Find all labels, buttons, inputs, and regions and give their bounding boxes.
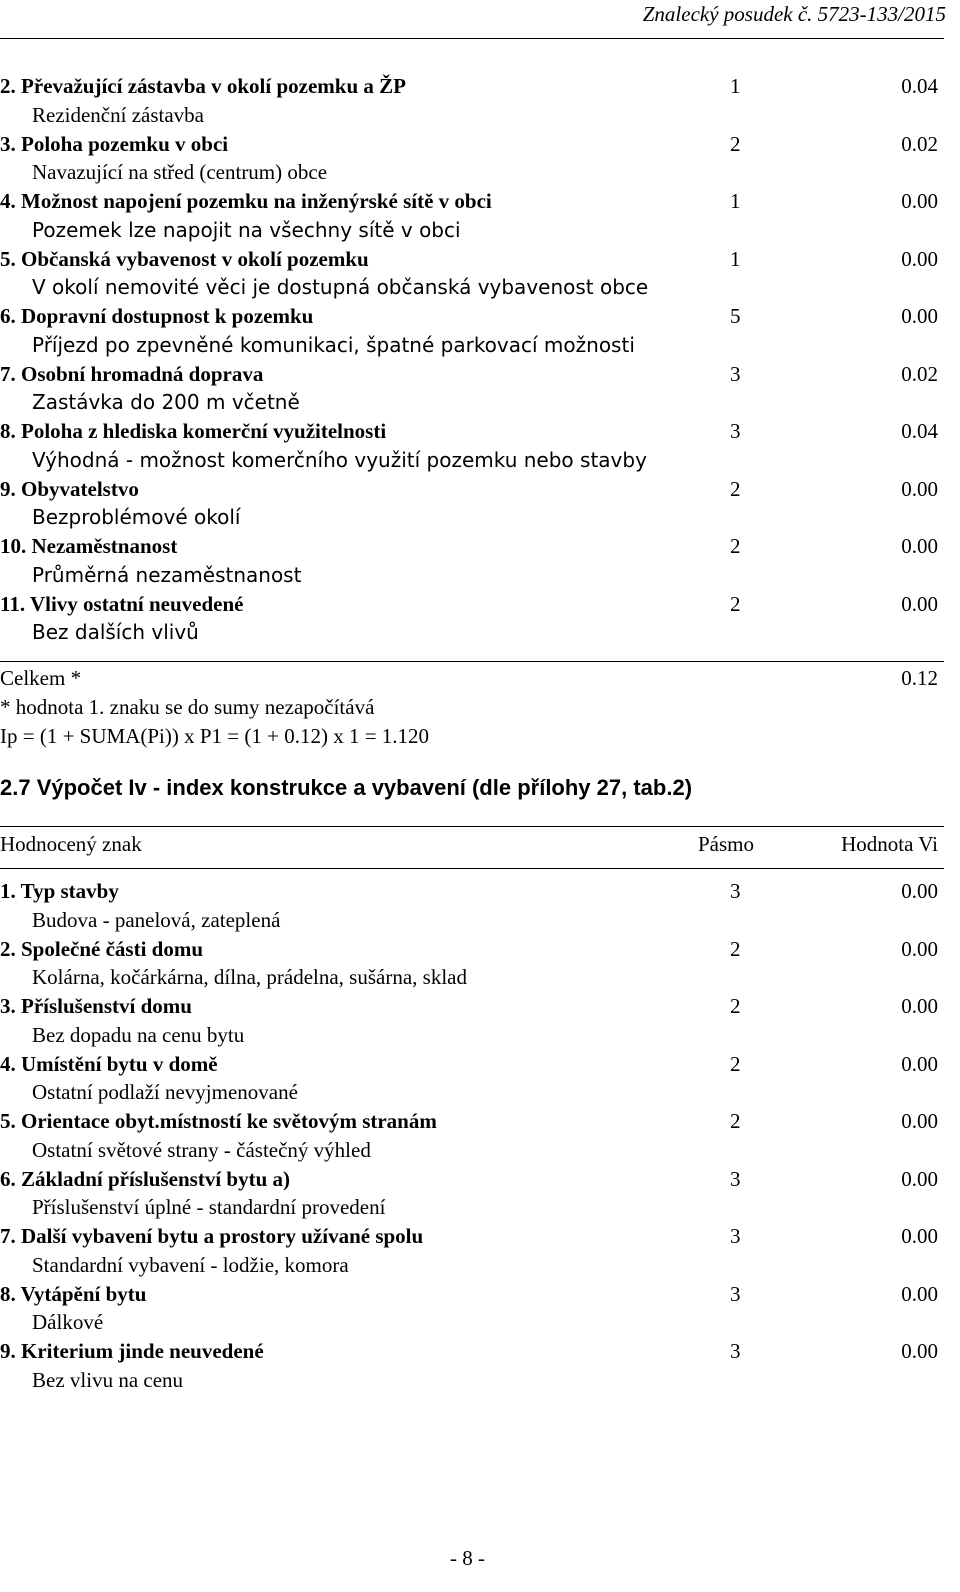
factor-value: 0.00 [901, 994, 938, 1018]
factor-value: 0.00 [901, 534, 938, 558]
factor-band: 3 [730, 1224, 741, 1248]
total-label: Celkem * [0, 666, 82, 690]
factor-row [0, 1165, 944, 1194]
factor-description: Bezproblémové okolí [32, 505, 241, 529]
factor-description-row [0, 331, 944, 360]
factor-label: 2. Společné části domu [0, 936, 204, 961]
factor-label: 3. Poloha pozemku v obci [0, 131, 229, 156]
factor-label: 2. Převažující zástavba v okolí pozemku a ŽP [0, 74, 406, 98]
factor-value: 0.00 [901, 304, 938, 328]
factor-row [0, 1107, 944, 1136]
factor-description: Bez dopadu na cenu bytu [32, 1022, 245, 1047]
factor-description: Zastávka do 200 m včetně [32, 390, 300, 414]
factor-value: 0.00 [901, 1166, 938, 1191]
factor-row [0, 130, 944, 159]
factor-band: 1 [730, 189, 741, 213]
factor-label: 8. Vytápění bytu [0, 1281, 147, 1306]
factor-label: 8. Poloha z hlediska komerční využitelnosti [0, 419, 387, 443]
total-value: 0.12 [901, 666, 938, 690]
factor-band: 3 [730, 879, 741, 903]
factor-label: 7. Osobní hromadná doprava [0, 361, 264, 386]
factor-description-row [0, 1193, 944, 1222]
factor-description: Příslušenství úplné - standardní provedení [32, 1195, 386, 1219]
factor-description-row [0, 618, 944, 647]
factor-row [0, 360, 944, 389]
factor-row [0, 992, 944, 1021]
factor-row [0, 935, 944, 964]
factor-value: 0.00 [901, 1224, 938, 1248]
col-header-value: Hodnota Vi [841, 832, 938, 856]
factor-label: 5. Občanská vybavenost v okolí pozemku [0, 246, 369, 271]
total-row [0, 664, 944, 693]
header-rule [0, 38, 944, 39]
factor-description-row [0, 1366, 944, 1395]
factor-description-row [0, 1078, 944, 1107]
factor-description-row [0, 101, 944, 130]
factor-description-row [0, 1308, 944, 1337]
factor-description: Dálkové [32, 1310, 104, 1334]
factor-band: 2 [730, 994, 741, 1018]
col-header-feature: Hodnocený znak [0, 832, 142, 856]
factor-row [0, 1222, 944, 1251]
factor-band: 3 [730, 361, 741, 386]
factor-band: 2 [730, 131, 741, 156]
factor-row [0, 302, 944, 331]
factor-band: 3 [730, 1339, 741, 1363]
factor-description: Standardní vybavení - lodžie, komora [32, 1252, 349, 1277]
factor-value: 0.00 [901, 1339, 938, 1363]
factor-value: 0.04 [901, 419, 938, 443]
factor-row [0, 1280, 944, 1309]
factor-label: 9. Obyvatelstvo [0, 476, 139, 501]
table-header-rule [0, 868, 944, 869]
ip-formula: Ip = (1 + SUMA(Pi)) x P1 = (1 + 0.12) x 1 = 1.120 [0, 724, 430, 748]
factor-description-row [0, 503, 944, 532]
factor-description: Ostatní podlaží nevyjmenované [32, 1080, 298, 1104]
factor-description-row [0, 1251, 944, 1280]
factor-label: 6. Dopravní dostupnost k pozemku [0, 304, 314, 328]
factor-description-row [0, 273, 944, 302]
factor-band: 2 [730, 1051, 741, 1076]
factor-label: 11. Vlivy ostatní neuvedené [0, 591, 244, 616]
factor-description: Kolárna, kočárkárna, dílna, prádelna, sušárna, sklad [32, 965, 467, 989]
factor-row [0, 417, 944, 446]
factor-label: 1. Typ stavby [0, 879, 119, 903]
factor-description: Ostatní světové strany - částečný výhled [32, 1137, 371, 1162]
factor-row [0, 532, 944, 561]
factor-description-row [0, 1136, 944, 1165]
factor-row [0, 245, 944, 274]
factor-label: 5. Orientace obyt.místností ke světovým stranám [0, 1109, 437, 1133]
factor-label: 3. Příslušenství domu [0, 994, 192, 1018]
factor-band: 3 [730, 419, 741, 443]
factor-description: Bez dalších vlivů [32, 620, 199, 644]
factor-band: 3 [730, 1281, 741, 1306]
factor-description: Průměrná nezaměstnanost [32, 562, 302, 587]
factor-description-row [0, 561, 944, 590]
factor-label: 7. Další vybavení bytu a prostory užívané spolu [0, 1224, 424, 1248]
page-number: - 8 - [450, 1546, 485, 1570]
factor-row [0, 590, 944, 619]
factor-description: Budova - panelová, zateplená [32, 907, 281, 932]
factor-value: 0.00 [901, 879, 938, 903]
factor-band: 5 [730, 304, 741, 328]
factor-row [0, 1050, 944, 1079]
factor-description: Pozemek lze napojit na všechny sítě v obci [32, 217, 461, 242]
factor-description-row [0, 216, 944, 245]
factor-row [0, 475, 944, 504]
factor-description-row [0, 446, 944, 475]
factor-description: Příjezd po zpevněné komunikaci, špatné parkovací možnosti [32, 332, 635, 357]
col-header-band: Pásmo [698, 832, 755, 856]
factor-value: 0.00 [901, 246, 938, 271]
factor-value: 0.00 [901, 591, 938, 616]
factor-description: V okolí nemovité věci je dostupná občanská vybavenost obce [32, 275, 649, 299]
factor-value: 0.00 [901, 1109, 938, 1133]
factor-band: 2 [730, 591, 741, 616]
factor-value: 0.00 [901, 1051, 938, 1076]
factor-description: Bez vlivu na cenu [32, 1367, 184, 1392]
factor-value: 0.02 [901, 361, 938, 386]
factor-description-row [0, 388, 944, 417]
factor-band: 2 [730, 936, 741, 961]
factor-description: Navazující na střed (centrum) obce [32, 160, 328, 184]
factor-band: 2 [730, 1109, 741, 1133]
factor-band: 3 [730, 1166, 741, 1191]
factor-label: 10. Nezaměstnanost [0, 534, 178, 558]
factor-label: 9. Kriterium jinde neuvedené [0, 1339, 264, 1363]
factor-band: 1 [730, 74, 741, 98]
factor-band: 1 [730, 246, 741, 271]
factor-description-row [0, 963, 944, 992]
factor-band: 2 [730, 476, 741, 501]
factor-description-row [0, 906, 944, 935]
factor-label: 6. Základní příslušenství bytu a) [0, 1166, 291, 1191]
factor-value: 0.00 [901, 476, 938, 501]
factor-row [0, 1337, 944, 1366]
factor-value: 0.00 [901, 1281, 938, 1306]
factor-description: Rezidenční zástavba [32, 102, 204, 127]
section-heading: 2.7 Výpočet Iv - index konstrukce a vybavení (dle přílohy 27, tab.2) [0, 775, 693, 800]
factor-description: Výhodná - možnost komerčního využití pozemku nebo stavby [32, 447, 647, 472]
factor-description-row [0, 1021, 944, 1050]
document-header-title: Znalecký posudek č. 5723-133/2015 [642, 2, 946, 26]
factor-description-row [0, 158, 944, 187]
factor-value: 0.04 [901, 74, 938, 98]
factor-value: 0.02 [901, 131, 938, 156]
factor-value: 0.00 [901, 936, 938, 961]
factor-value: 0.00 [901, 189, 938, 213]
factor-row [0, 72, 944, 101]
total-rule [0, 661, 944, 662]
factor-row [0, 877, 944, 906]
factor-band: 2 [730, 534, 741, 558]
table-top-rule [0, 826, 944, 827]
factor-label: 4. Umístění bytu v domě [0, 1051, 218, 1076]
factor-label: 4. Možnost napojení pozemku na inženýrské sítě v obci [0, 189, 492, 213]
total-note: * hodnota 1. znaku se do sumy nezapočítává [0, 695, 375, 719]
factor-row [0, 187, 944, 216]
